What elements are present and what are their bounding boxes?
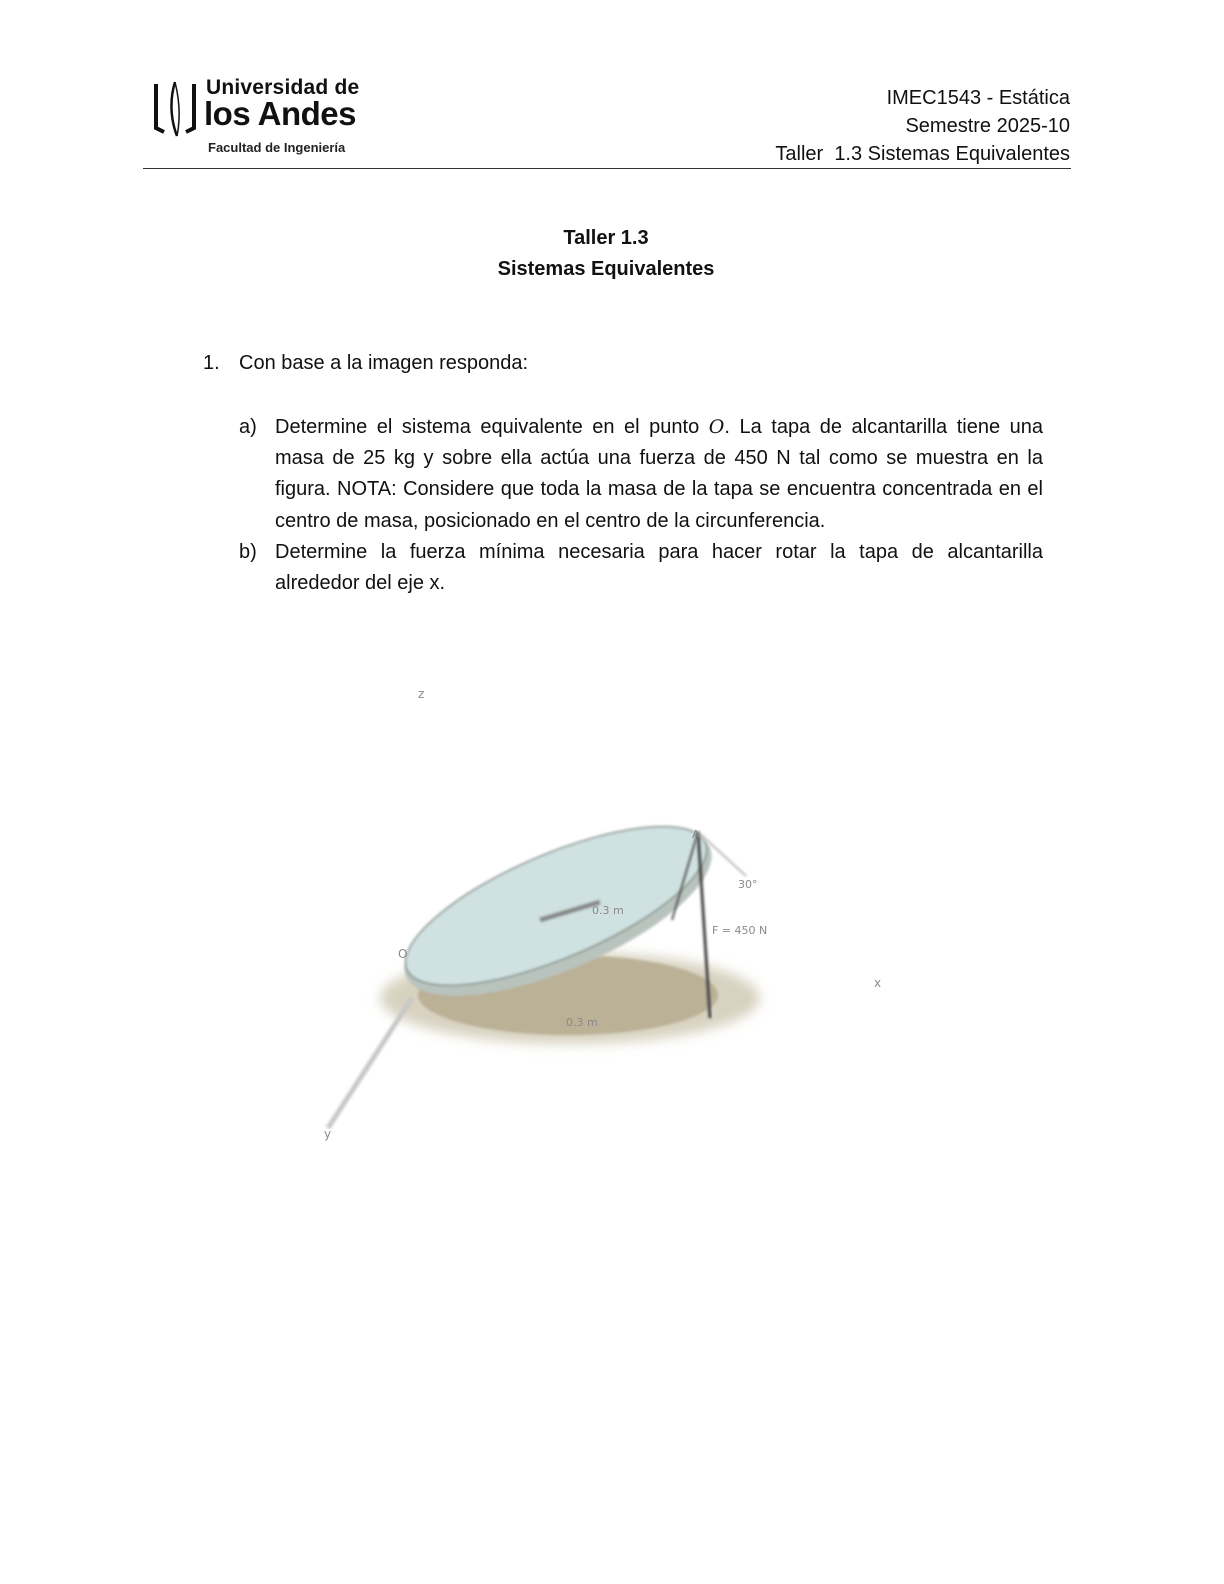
manhole-cover-figure (300, 680, 920, 1150)
header-divider (143, 168, 1071, 169)
item-marker: a) (239, 416, 257, 438)
point-a-label: A (692, 828, 700, 841)
z-axis-label: z (418, 687, 425, 701)
header-course-info (775, 84, 1070, 168)
page-subtitle: Sistemas Equivalentes (497, 258, 715, 280)
figure-svg (300, 680, 920, 1150)
question-prompt: Con base a la imagen responda: (239, 352, 529, 374)
point-o-variable: O (708, 416, 725, 438)
logo-emblem-icon (150, 78, 200, 140)
radius-label: 0.3 m (592, 904, 624, 917)
x-axis-label: x (874, 976, 882, 990)
course-code: IMEC1543 - Estática (886, 87, 1070, 109)
item-text (275, 412, 1043, 537)
item-text: Determine la fuerza mínima necesaria para hacer rotar la tapa de alcantarilla alrededor del eje x. (275, 541, 1043, 595)
university-logo (150, 76, 370, 160)
semester: Semestre 2025-10 (905, 115, 1070, 137)
item-text-part: . La tapa de alcantarilla tiene una masa de 25 kg y sobre ella actúa una fuerza de 450 N tal como se muestra en la figura. NOTA: Considere que toda la masa de la tapa se encuentra concentrada en el centro de masa, posicionado en el centro de la circunferencia. (275, 416, 1043, 532)
question-number: 1. (203, 352, 220, 374)
item-text-part: Determine el sistema equivalente en el punto (275, 416, 709, 438)
page-title: Taller 1.3 (563, 227, 649, 249)
force-label: F = 450 N (712, 924, 768, 937)
workshop-name: Taller 1.3 Sistemas Equivalentes (775, 143, 1070, 165)
logo-andes-text: los Andes (204, 95, 356, 132)
logo-faculty-text: Facultad de Ingeniería (208, 140, 346, 155)
item-marker: b) (239, 541, 257, 563)
angle-label: 30° (738, 878, 758, 891)
origin-label: O (398, 947, 408, 961)
y-axis (328, 998, 412, 1128)
y-axis-label: y (324, 1127, 332, 1141)
lower-dimension-label: 0.3 m (566, 1016, 598, 1029)
logo-university-text: Universidad de (206, 76, 360, 99)
